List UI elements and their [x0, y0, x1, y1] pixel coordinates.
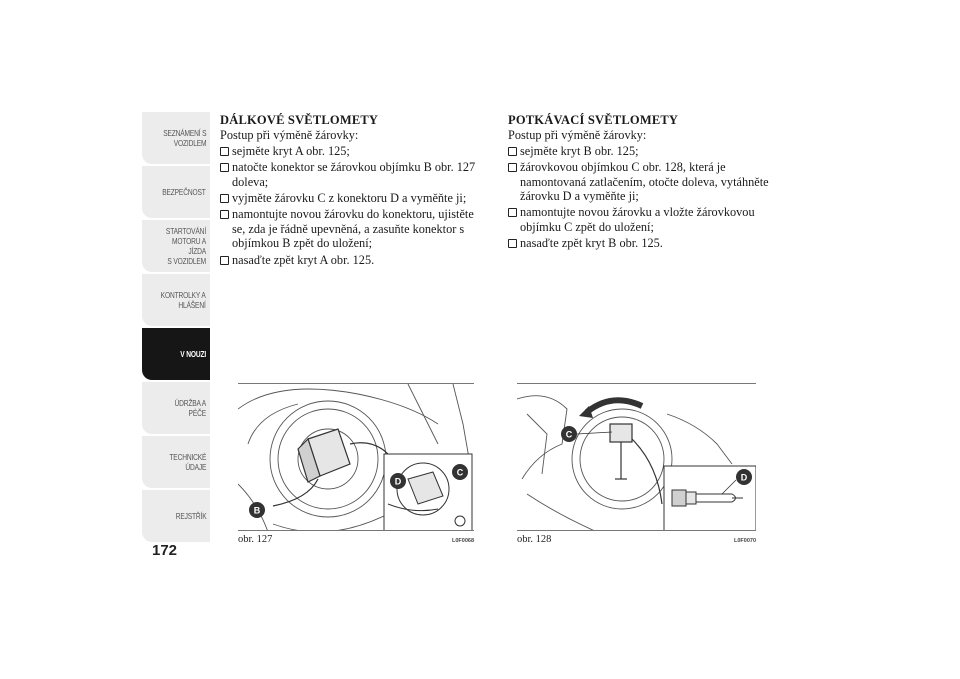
- callout-d: [390, 473, 406, 489]
- tab-rejstrik[interactable]: [142, 490, 210, 542]
- callout-label: C: [456, 467, 464, 478]
- section-heading: POTKÁVACÍ SVĚTLOMETY: [508, 113, 679, 127]
- callout-label: D: [740, 472, 748, 483]
- callout-c: [561, 426, 577, 442]
- tab-label: BEZPEČNOST: [162, 187, 206, 197]
- section-heading: DÁLKOVÉ SVĚTLOMETY: [220, 113, 379, 127]
- section-intro: Postup při výměně žárovky:: [220, 128, 359, 143]
- image-code: L0F0070: [733, 538, 756, 544]
- step-item: žárovkovou objímkou C obr. 128, která je namontovaná zatlačením, otočte doleva, vytáhněte žárovku D a vyměňte ji;: [508, 160, 770, 203]
- tab-technicke-udaje[interactable]: [142, 436, 210, 488]
- tab-udrzba-a-pece[interactable]: [142, 382, 210, 434]
- callout-c: [452, 464, 468, 480]
- tab-label: STARTOVÁNÍ MOTORU A JÍZDA S VOZIDLEM: [165, 226, 206, 266]
- step-list: [508, 144, 770, 251]
- figure-caption: [238, 534, 474, 545]
- step-list: [220, 144, 482, 267]
- image-code: L0F0068: [451, 538, 474, 544]
- tab-label: SEZNÁMENÍ S VOZIDLEM: [162, 128, 206, 148]
- tab-label: TECHNICKÉ ÚDAJE: [169, 452, 206, 472]
- page-number: 172: [152, 542, 178, 559]
- step-item: nasaďte zpět kryt B obr. 125.: [508, 236, 770, 250]
- figure-illustration: [517, 383, 756, 531]
- tab-label: ÚDRŽBA A PÉČE: [174, 398, 206, 418]
- tab-v-nouzi[interactable]: [142, 328, 210, 380]
- step-item: nasaďte zpět kryt A obr. 125.: [220, 253, 482, 267]
- callout-b: [249, 502, 265, 518]
- section-high-beam: [220, 113, 482, 269]
- caption-text: obr. 127: [238, 534, 273, 545]
- figure-128: [517, 383, 756, 545]
- section-low-beam: [508, 113, 770, 253]
- step-item: namontujte novou žárovku do konektoru, ujistěte se, zda je řádně upevněná, a zasuňte konektor s objímkou B zpět do uložení;: [220, 207, 482, 250]
- figure-illustration: [238, 383, 474, 531]
- tab-label: REJSTŘÍK: [175, 511, 206, 521]
- tab-kontrolky-a-hlaseni[interactable]: [142, 274, 210, 326]
- callout-d: [736, 469, 752, 485]
- tab-bezpecnost[interactable]: [142, 166, 210, 218]
- step-item: vyjměte žárovku C z konektoru D a vyměňte ji;: [220, 191, 482, 205]
- figure-127: [238, 383, 474, 545]
- tab-seznameni-s-vozidlem[interactable]: [142, 112, 210, 164]
- tab-label: V NOUZI: [180, 349, 206, 359]
- tab-label: KONTROLKY A HLÁŠENÍ: [161, 290, 206, 310]
- headlight-low-beam-illustration: [517, 384, 756, 531]
- callout-label: C: [565, 429, 573, 440]
- step-item: natočte konektor se žárovkou objímku B obr. 127 doleva;: [220, 160, 482, 189]
- step-item: sejměte kryt A obr. 125;: [220, 144, 482, 158]
- callout-label: B: [253, 505, 261, 516]
- caption-text: obr. 128: [517, 534, 552, 545]
- callout-label: D: [394, 476, 402, 487]
- step-item: sejměte kryt B obr. 125;: [508, 144, 770, 158]
- figure-caption: [517, 534, 756, 545]
- step-item: namontujte novou žárovku a vložte žárovkovou objímku C zpět do uložení;: [508, 205, 770, 234]
- tab-startovani-motoru[interactable]: [142, 220, 210, 272]
- section-intro: Postup při výměně žárovky:: [508, 128, 647, 143]
- headlight-high-beam-illustration: [238, 384, 474, 531]
